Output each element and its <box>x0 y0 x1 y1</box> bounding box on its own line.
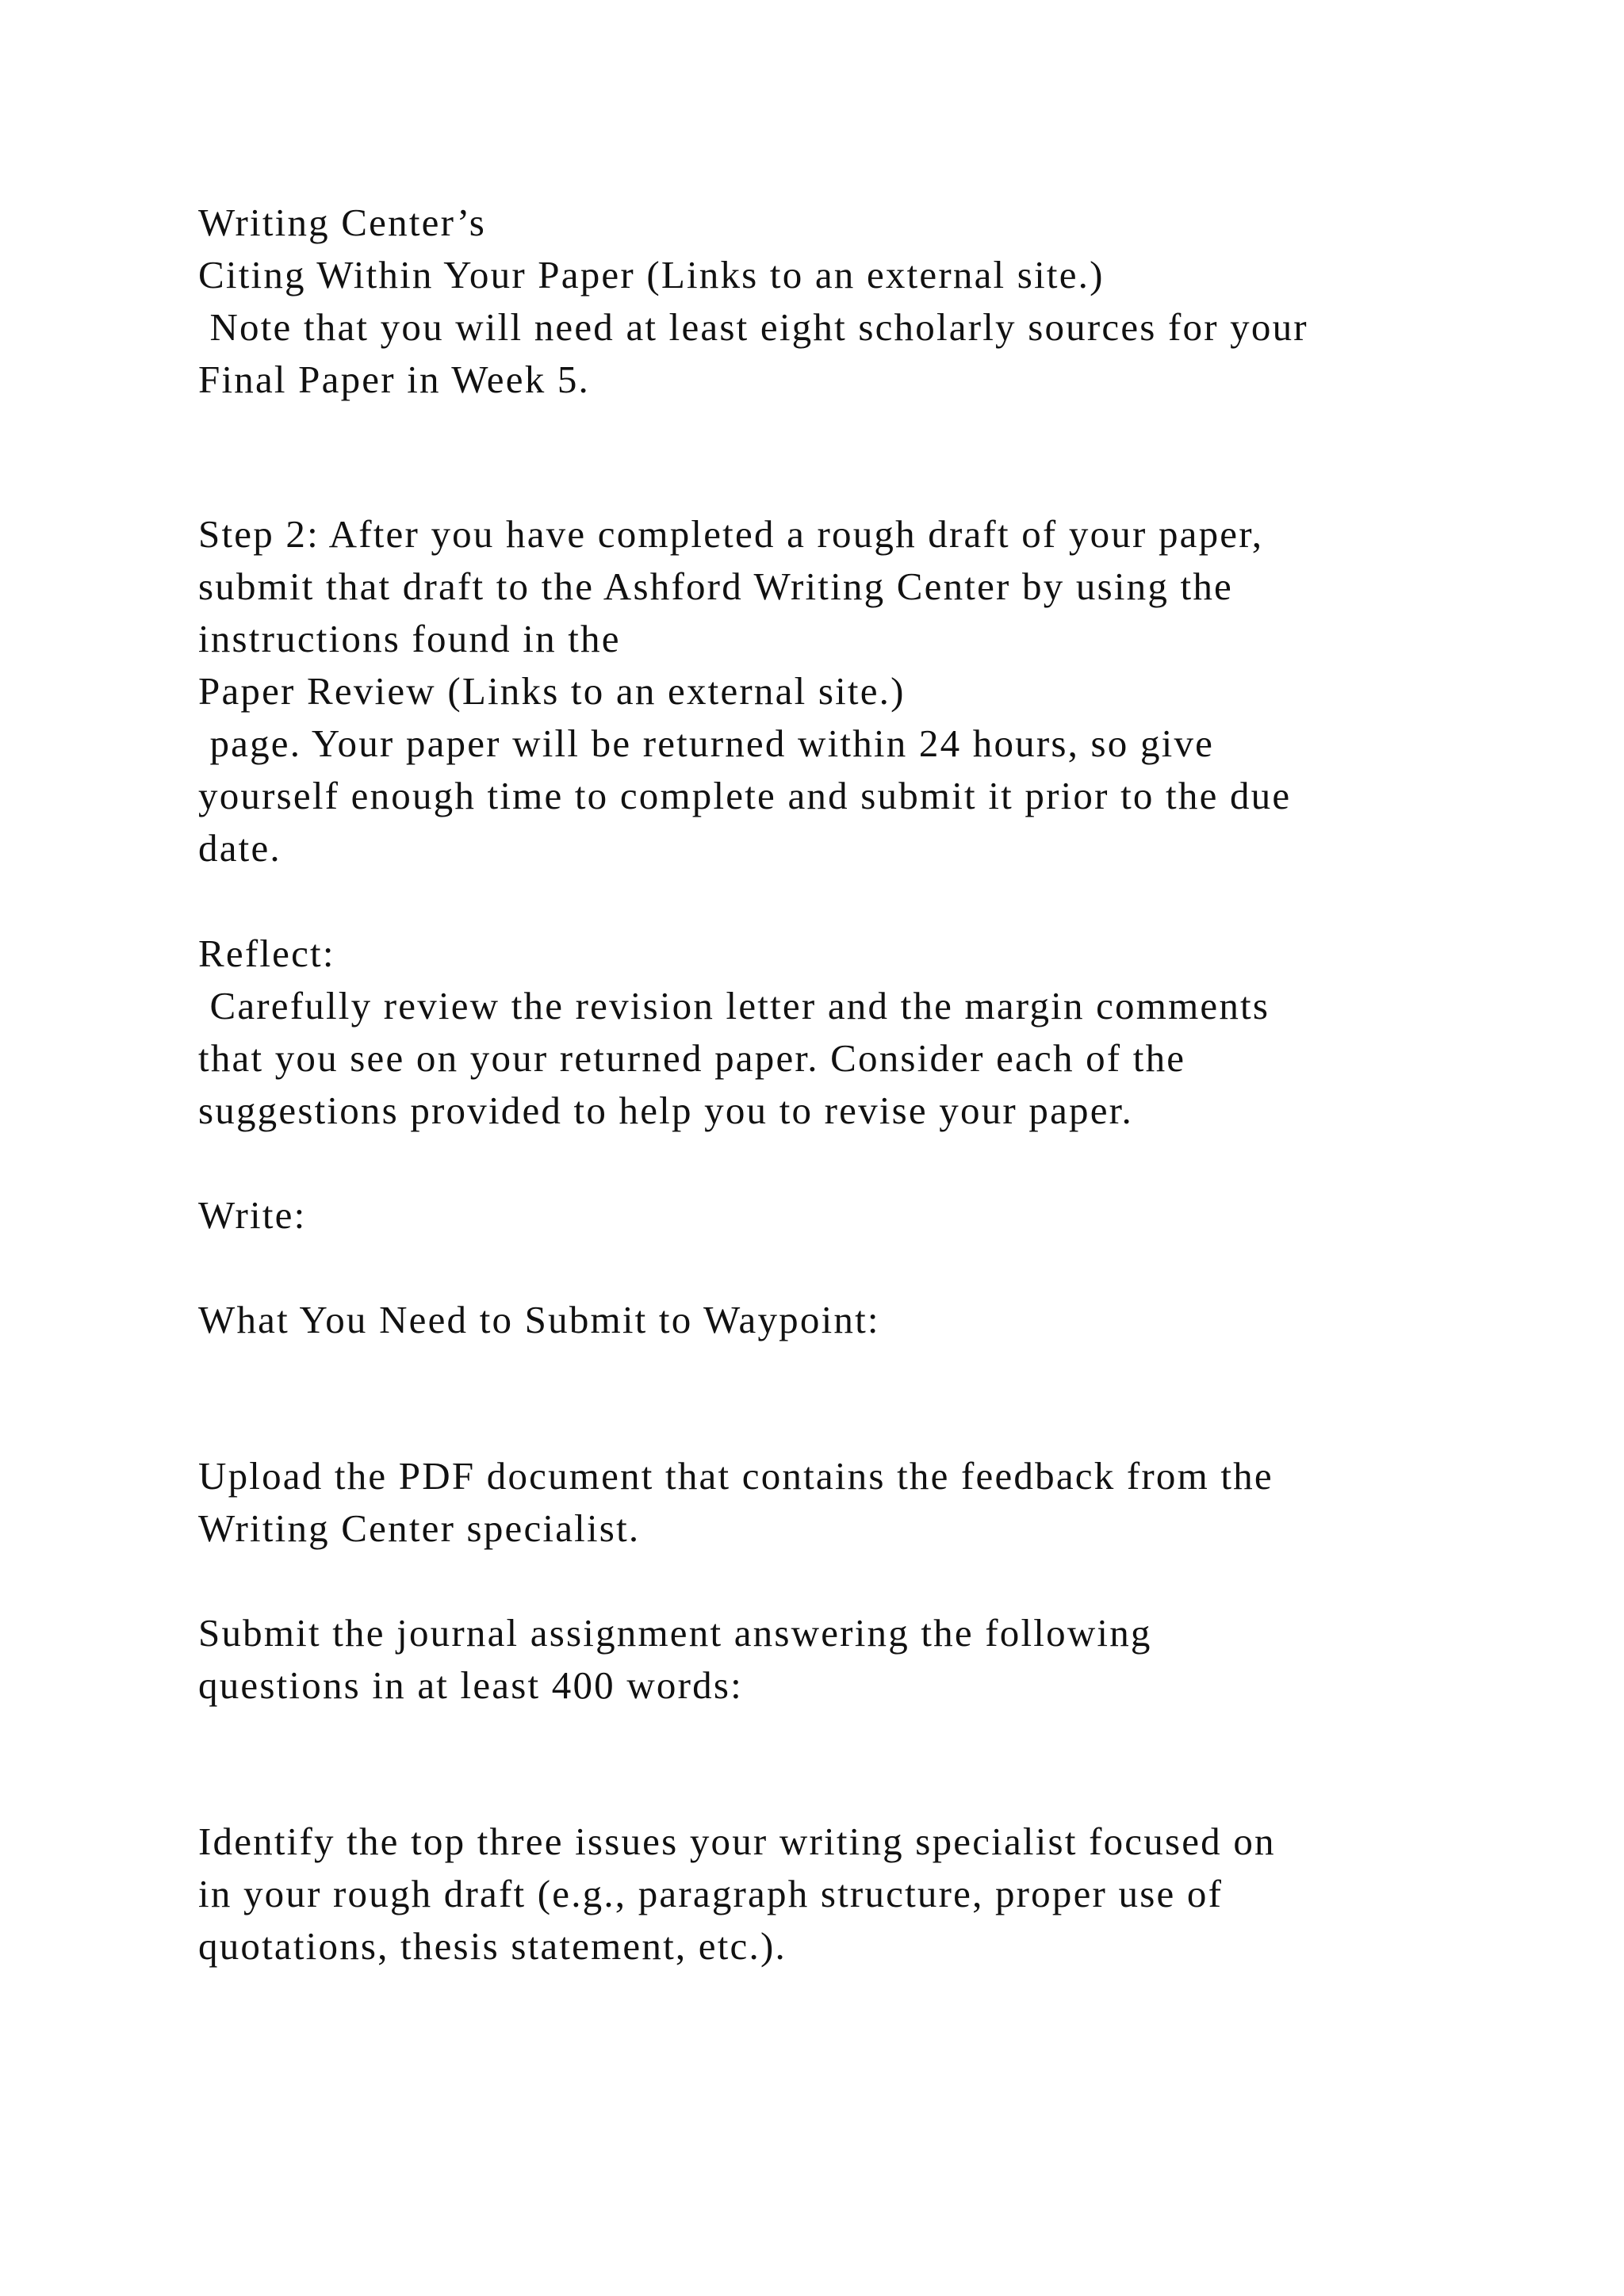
section-heading: Write: <box>198 1193 307 1237</box>
text-line: Final Paper in Week 5. <box>198 358 590 401</box>
text-line: Upload the PDF document that contains the feedback from the <box>198 1454 1274 1498</box>
text-line: quotations, thesis statement, etc.). <box>198 1924 787 1968</box>
text-line: Identify the top three issues your writing specialist focused on <box>198 1820 1276 1863</box>
section-heading: What You Need to Submit to Waypoint: <box>198 1298 880 1341</box>
text-line: instructions found in the <box>198 617 621 660</box>
text-line: in your rough draft (e.g., paragraph structure, proper use of <box>198 1872 1224 1915</box>
text-line: yourself enough time to complete and submit it prior to the due <box>198 774 1292 817</box>
link-paper-review[interactable]: Paper Review (Links to an external site.) <box>198 669 906 713</box>
text-line: that you see on your returned paper. Consider each of the <box>198 1036 1186 1080</box>
section-heading: Reflect: <box>198 932 335 975</box>
text-line: date. <box>198 826 282 870</box>
text-line: page. Your paper will be returned within 24 hours, so give <box>198 721 1215 765</box>
text-line: suggestions provided to help you to revise your paper. <box>198 1089 1133 1132</box>
text-line: Writing Center specialist. <box>198 1506 641 1550</box>
text-line: Carefully review the revision letter and the margin comments <box>198 984 1270 1027</box>
text-line: Submit the journal assignment answering the following <box>198 1611 1152 1655</box>
text-line: Writing Center’s <box>198 201 487 244</box>
text-line: submit that draft to the Ashford Writing Center by using the <box>198 564 1233 608</box>
text-line: Note that you will need at least eight scholarly sources for your <box>198 305 1308 349</box>
text-line: questions in at least 400 words: <box>198 1663 743 1707</box>
text-line: Step 2: After you have completed a rough draft of your paper, <box>198 512 1264 556</box>
link-citing-within-your-paper[interactable]: Citing Within Your Paper (Links to an external site.) <box>198 253 1105 297</box>
